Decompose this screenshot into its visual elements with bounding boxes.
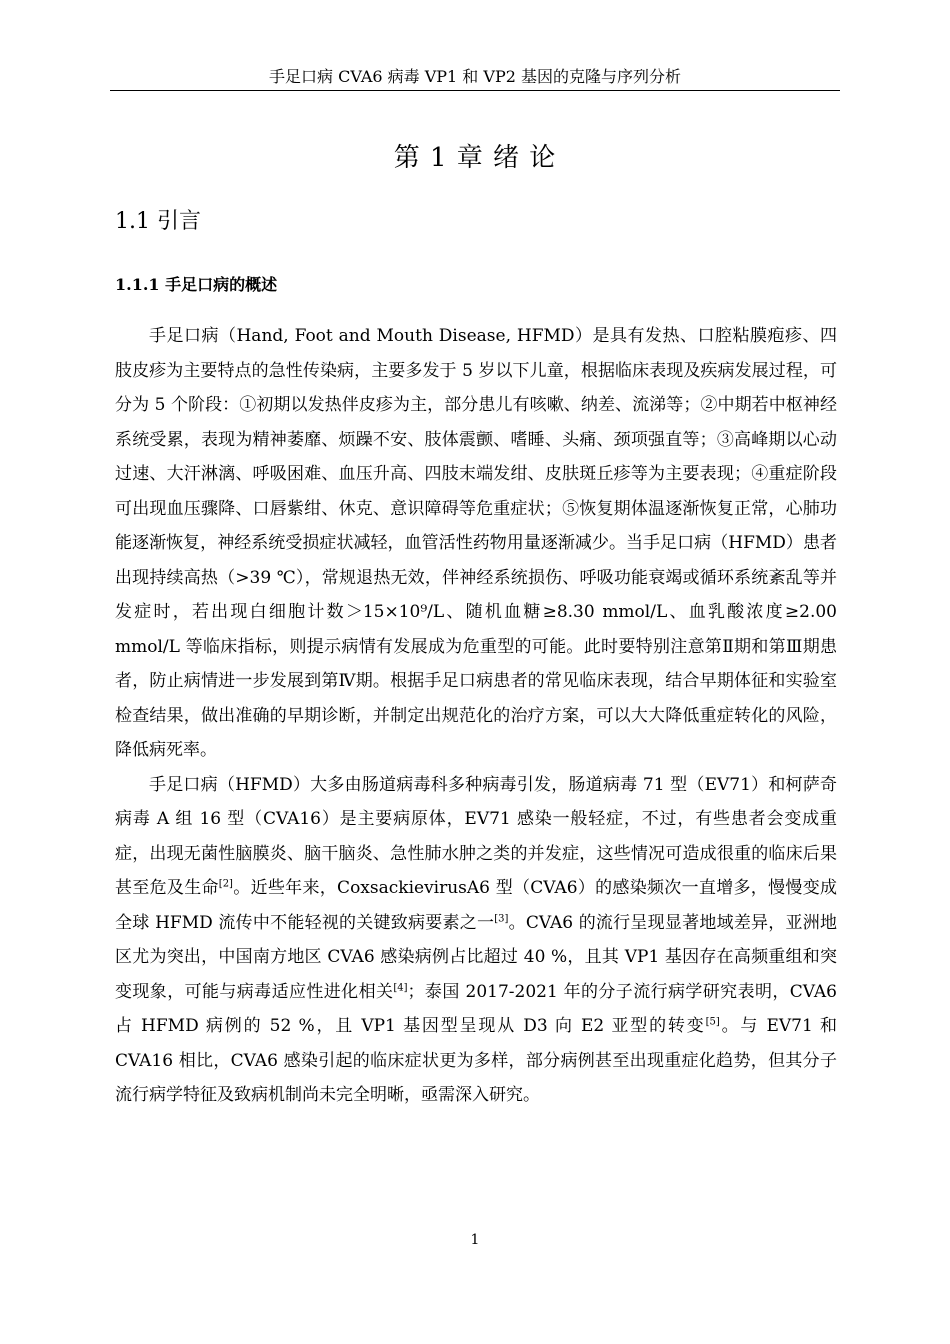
paragraph-hfmd-overview: 手足口病（Hand, Foot and Mouth Disease, HFMD）是具有发热、口腔粘膜疱疹、四肢皮疹为主要特点的急性传染病，主要多发于 5 岁以下儿童，根据临床表现及疾病发展过程，可分为 5 个阶段：①初期以发热伴皮疹为主，部分患儿有咳嗽、纳差、流涕等；②中期若中枢神经系统受累，表现为精神萎靡、烦躁不安、肢体震颤、嗜睡、头痛、颈项强直等；③高峰期以心动过速、大汗淋漓、呼吸困难、血压升高、四肢末端发绀、皮肤斑丘疹等为主要表现；④重症阶段可出现血压骤降、口唇紫绀、休克、意识障碍等危重症状；⑤恢复期体温逐渐恢复正常，心肺功能逐渐恢复，神经系统受损症状减轻，血管活性药物用量逐渐减少。当手足口病（HFMD）患者出现持续高热（>39 ℃），常规退热无效，伴神经系统损伤、呼吸功能衰竭或循环系统紊乱等并发症时，若出现白细胞计数＞15×10⁹/L、随机血糖≥8.30 mmol/L、血乳酸浓度≥2.00 mmol/L 等临床指标，则提示病情有发展成为危重型的可能。此时要特别注意第Ⅱ期和第Ⅲ期患者，防止病情进一步发展到第Ⅳ期。根据手足口病患者的常见临床表现，结合早期体征和实验室检查结果，做出准确的早期诊断，并制定出规范化的治疗方案，可以大大降低重症转化的风险，降低病死率。 <box>115 326 837 760</box>
chapter-title: 第 1 章 绪 论 <box>393 143 557 173</box>
citation-ref-3: [3] <box>494 912 509 924</box>
text-segment: 。近些年来，CoxsackievirusA6 型（CVA6）的感染频次一直增多，慢慢变成全球 HFMD 流传中不能轻视的关键致病要素之一 <box>115 878 837 933</box>
paragraph-cva6-epidemiology <box>115 768 837 1113</box>
citation-ref-4: [4] <box>393 981 408 993</box>
text-segment: 。CVA6 的流行呈现显著地域差异，亚洲地区尤为突出，中国南方地区 CVA6 感染病例占比超过 40 %，且其 VP1 基因存在高频重组和突变现象，可能与病毒适应性进化相关 <box>115 912 837 1002</box>
text-segment: 手足口病（HFMD）大多由肠道病毒科多种病毒引发，肠道病毒 71 型（EV71）和柯萨奇病毒 A 组 16 型（CVA16）是主要病原体，EV71 感染一般轻症，不过，有些患者会变成重症，出现无菌性脑膜炎、脑干脑炎、急性肺水肿之类的并发症，这些情况可造成很重的临床后果甚至危及生命 <box>115 774 837 898</box>
header-rule <box>110 90 840 91</box>
citation-ref-5: [5] <box>705 1016 720 1028</box>
text-segment: ；泰国 2017-2021 年的分子流行病学研究表明，CVA6 占 HFMD 病例的 52 %，且 VP1 基因型呈现从 D3 向 E2 亚型的转变 <box>115 981 837 1036</box>
citation-ref-2: [2] <box>218 878 233 890</box>
body-text <box>115 319 837 1113</box>
text-segment: 。与 EV71 和 CVA16 相比，CVA6 感染引起的临床症状更为多样，部分病例甚至出现重症化趋势，但其分子流行病学特征及致病机制尚未完全明晰，亟需深入研究。 <box>115 1016 837 1105</box>
subsection-title: 1.1.1 手足口病的概述 <box>115 275 278 294</box>
page-number: 1 <box>470 1232 480 1248</box>
running-header: 手足口病 CVA6 病毒 VP1 和 VP2 基因的克隆与序列分析 <box>269 67 681 86</box>
section-title: 1.1 引言 <box>115 209 201 234</box>
